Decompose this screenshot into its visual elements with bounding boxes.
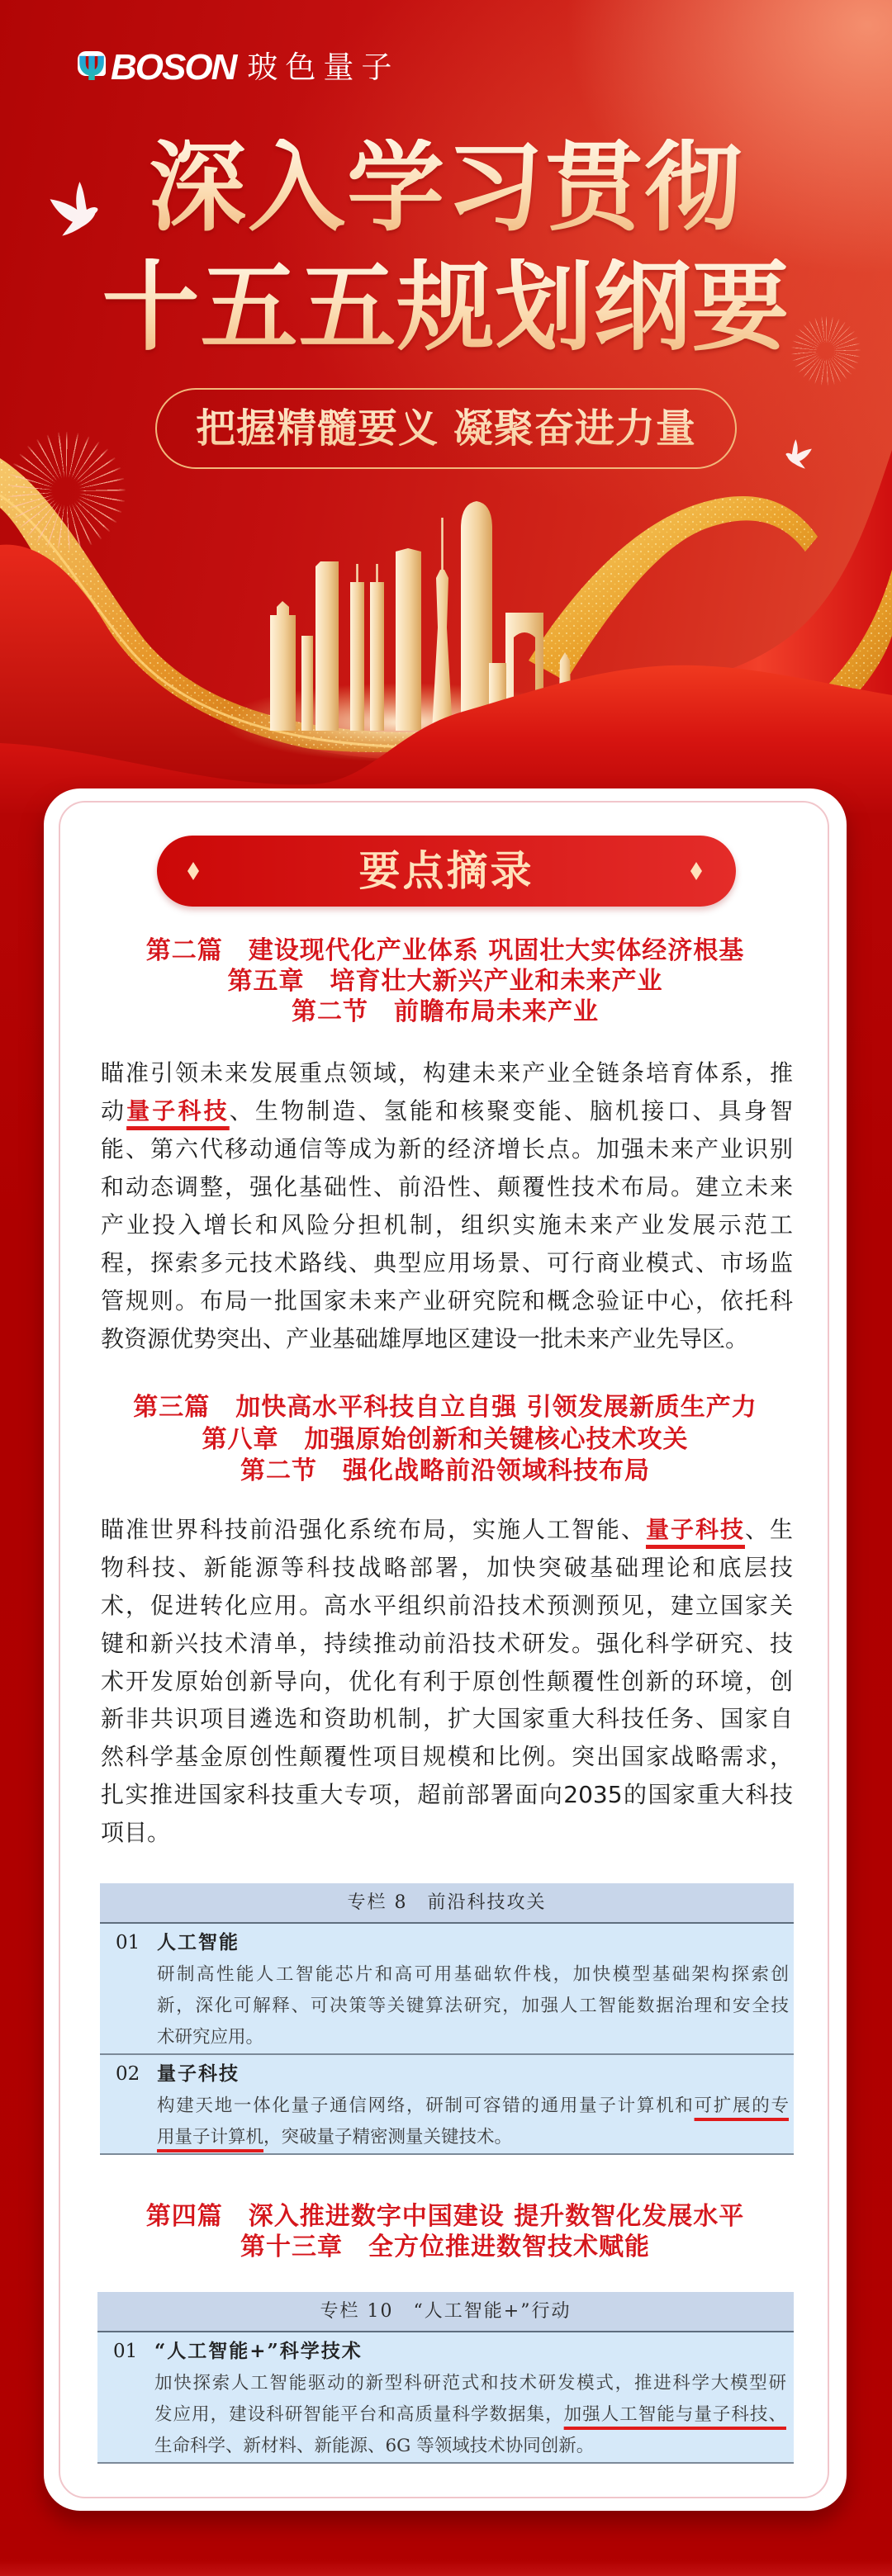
excerpt-card <box>44 788 847 2511</box>
box-row <box>100 1924 794 2053</box>
line-text: 瞄准世界科技前沿强化系统布局，实施人工智能、 <box>101 1516 646 1543</box>
page-title-line-1: 深入学习贯彻 <box>0 139 892 236</box>
paragraph-line: 然科学基金原创性颠覆性项目规模和比例。突出国家战略需求， <box>101 1743 793 1771</box>
row-line <box>154 2399 786 2431</box>
paragraph-line: 键和新兴技术清单，持续推动前沿技术研发。强化科学研究、技 <box>101 1629 793 1657</box>
row-line: 术研究应用。 <box>157 2027 264 2048</box>
paragraph-line <box>101 1511 793 1549</box>
paragraph-line <box>101 1092 793 1130</box>
underlined-text: 可扩展的专 <box>694 2095 789 2116</box>
line-text: 发应用，建设科研智能平台和高质量科学数据集， <box>154 2404 564 2425</box>
chapter-heading: 第八章 加强原始创新和关键核心技术攻关 <box>202 1424 689 1454</box>
paragraph-line: 扎实推进国家科技重大专项，超前部署面向2035的国家重大科技 <box>101 1781 793 1809</box>
paragraph-line: 教资源优势突出、产业基础雄厚地区建设一批未来产业先导区。 <box>101 1325 749 1352</box>
box-header: 专栏 10 “人工智能+”行动 <box>97 2292 794 2332</box>
paragraph-line: 新非共识项目遴选和资助机制，扩大国家重大科技任务、国家自 <box>101 1705 793 1733</box>
row-title: 人工智能 <box>157 1931 240 1953</box>
paragraph-line: 物科技、新能源等科技战略部署，加快突破基础理论和底层技 <box>101 1553 793 1581</box>
chapter-heading: 第五章 培育壮大新兴产业和未来产业 <box>227 967 663 996</box>
page-title-line-2: 十五五规划纲要 <box>0 258 892 356</box>
paragraph-line: 术，促进转化应用。高水平组织前沿技术预测预见，建立国家关 <box>101 1591 793 1619</box>
part-heading: 第三篇 加快高水平科技自立自强 引领发展新质生产力 <box>133 1393 757 1422</box>
subtitle-pill <box>155 388 737 469</box>
row-number: 02 <box>116 2063 140 2085</box>
firework-icon <box>7 432 126 551</box>
psi-glyph: Ψ <box>78 50 106 88</box>
box-row <box>97 2332 794 2462</box>
paragraph-line: 产业投入增长和风险分担机制，组织实施未来产业发展示范工 <box>101 1211 793 1238</box>
line-text: 构建天地一体化量子通信网络，研制可容错的通用量子计算机和 <box>157 2095 695 2116</box>
box-row <box>100 2053 794 2153</box>
row-title: 量子科技 <box>157 2062 240 2085</box>
part3-paragraph <box>101 1511 793 1852</box>
section-label-pill <box>157 836 736 907</box>
section-heading: 第二节 前瞻布局未来产业 <box>292 997 599 1026</box>
row-title: “人工智能+”科学技术 <box>154 2340 363 2362</box>
hero-banner <box>0 0 892 813</box>
row-line: 研制高性能人工智能芯片和高可用基础软件栈，加快模型基础架构探索创 <box>157 1964 789 1985</box>
line-text: 、生 <box>744 1516 793 1543</box>
paragraph-line: 项目。 <box>101 1819 171 1847</box>
paragraph-line: 术开发原始创新导向，优化有利于原创性颠覆性创新的环境，创 <box>101 1667 793 1695</box>
part2-headings <box>44 935 847 1027</box>
row-number: 01 <box>116 1932 140 1953</box>
box-header: 专栏 8 前沿科技攻关 <box>100 1883 794 1924</box>
psi-logo-icon <box>76 48 109 88</box>
paragraph-line: 能、第六代移动通信等成为新的经济增长点。加强未来产业识别 <box>101 1135 793 1163</box>
line-text: 、生物制造、氢能和核聚变能、脑机接口、具身智 <box>229 1097 793 1125</box>
chapter-heading: 第十三章 全方位推进数智技术赋能 <box>240 2233 650 2261</box>
part-heading: 第四篇 深入推进数字中国建设 提升数智化发展水平 <box>145 2202 745 2231</box>
highlight-quantum-tech: 量子科技 <box>126 1097 230 1125</box>
row-line: 生命科学、新材料、新能源、6G 等领域技术协同创新。 <box>154 2436 595 2456</box>
section-label: 要点摘录 <box>358 847 534 895</box>
part3-headings <box>44 1392 847 1488</box>
part2-paragraph <box>101 1054 793 1358</box>
brand-logo <box>76 46 399 89</box>
paragraph-line: 和动态调整，强化基础性、前沿性、颠覆性技术布局。建立未来 <box>101 1173 793 1200</box>
column-box-8 <box>100 1883 794 2155</box>
section-heading: 第二节 强化战略前沿领域科技布局 <box>240 1456 650 1485</box>
row-line: 加快探索人工智能驱动的新型科研范式和技术研发模式，推进科学大模型研 <box>154 2373 786 2394</box>
line-text: 动 <box>101 1097 127 1125</box>
row-number: 01 <box>113 2341 138 2362</box>
dove-icon <box>785 438 814 471</box>
paragraph-line: 管规则。布局一批国家未来产业研究院和概念验证中心，依托科 <box>101 1287 793 1314</box>
brand-name-cn: 玻色量子 <box>247 50 400 85</box>
row-line <box>157 2091 789 2122</box>
brand-wordmark: BOSON <box>111 47 236 88</box>
column-box-10 <box>97 2292 794 2464</box>
line-text: ，突破量子精密测量关键技术。 <box>263 2127 513 2147</box>
part4-headings <box>44 2201 847 2262</box>
underlined-text: 加强人工智能与量子科技、 <box>563 2404 786 2425</box>
subtitle-text: 把握精髓要义 凝聚奋进力量 <box>157 390 735 467</box>
paragraph-line: 程，探索多元技术路线、典型应用场景、可行商业模式、市场监 <box>101 1249 793 1276</box>
row-line <box>157 2122 789 2153</box>
row-line: 新，深化可解释、可决策等关键算法研究，加强人工智能数据治理和安全技 <box>157 1996 789 2016</box>
paragraph-line: 瞄准引领未来发展重点领域，构建未来产业全链条培育体系，推 <box>101 1059 793 1087</box>
highlight-quantum-tech: 量子科技 <box>645 1516 745 1543</box>
underlined-text: 用量子计算机 <box>157 2127 264 2147</box>
part-heading: 第二篇 建设现代化产业体系 巩固壮大实体经济根基 <box>145 936 745 965</box>
